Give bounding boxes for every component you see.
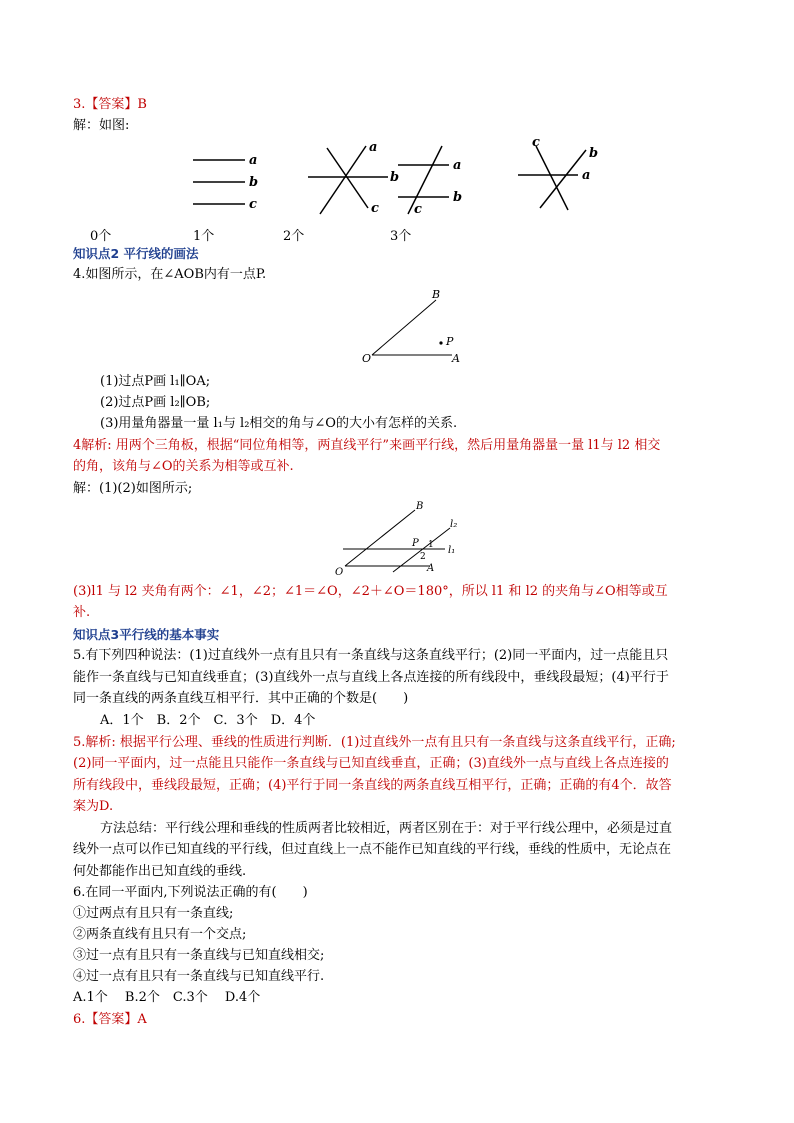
q4-figure-angle [0,285,794,365]
q6-options: A.1个 B.2个 C.3个 D.4个 [73,990,261,1005]
q4-fig2-label-P: P [412,538,419,549]
q4-fig1-label-A: A [452,352,460,365]
q4-fig1-label-P: P [446,335,454,348]
q4-sub3: (3)用量角器量一量 l₁与 l₂相交的角与∠O的大小有怎样的关系. [100,416,458,431]
q3-label-a: a [453,158,462,173]
q4-analysis-line1: 4解析: 用两个三角板，根据“同位角相等，两直线平行”来画平行线，然后用量角器量一量 l1与 l2 相交 [73,438,661,453]
q5-summary-line1: 方法总结：平行线公理和垂线的性质两者比较相近，两者区别在于：对于平行线公理中，必须是过直 [100,821,673,836]
q3-label-c: c [414,202,422,217]
q6-item-2: ②两条直线有且只有一个交点; [73,927,247,942]
section-title-kp3: 知识点3平行线的基本事实 [73,627,220,642]
q3-label-b: b [589,146,599,161]
q4-solution: 解：(1)(2)如图所示; [73,481,193,496]
q4-sub2: (2)过点P画 l₂∥OB; [100,395,211,410]
q4-fig2-label-l2: l₂ [450,519,458,530]
q4-analysis-line2: 的角，该角与∠O的关系为相等或互补. [73,459,294,474]
section-title-kp2: 知识点2 平行线的画法 [73,246,199,261]
q4-fig2-label-l1: l₁ [448,545,456,556]
q4-answer3-line2: 补. [73,605,91,620]
q6-item-3: ③过一点有且只有一条直线与已知直线相交; [73,948,325,963]
q6-answer: 6.【答案】A [73,1012,147,1027]
q5-summary-line2: 线外一点可以作已知直线的平行线，但过直线上一点不能作已知直线的平行线，垂线的性质中，无论点在 [73,842,672,857]
q4-fig2-label-2: 2 [420,552,426,562]
q6-item-1: ①过两点有且只有一条直线; [73,906,234,921]
q4-figure-solution [0,498,794,580]
q5-stem-line2: 能作一条直线与已知直线垂直；(3)直线外一点与直线上各点连接的所有线段中，垂线段最短；(4)平行于 [73,670,669,685]
q5-analysis-line3: 所有线段中，垂线段最短，正确；(4)平行于同一条直线的两条直线互相平行，正确；正确的有4个．故答 [73,778,672,793]
q3-label-b: b [390,170,400,185]
q3-label-c: c [249,197,257,212]
q3-label-a: a [249,153,258,168]
q3-label-c: c [371,201,379,216]
q4-fig1-label-O: O [362,352,372,365]
q3-answer-line: 3.【答案】B [73,97,147,112]
q4-fig2-label-B: B [416,501,424,512]
q4-fig2-label-O: O [335,567,344,578]
q3-solution-intro: 解：如图: [73,118,130,133]
q3-label-a: a [582,168,591,183]
q4-fig2-label-1: 1 [428,540,434,550]
q5-options: A．1个 B．2个 C．3个 D．4个 [100,713,316,728]
q5-summary-line3: 何处都能作出已知直线的垂线. [73,864,247,879]
q4-fig1-label-B: B [432,288,441,301]
q5-analysis-line2: (2)同一平面内，过一点能且只能作一条直线与已知直线垂直，正确；(3)直线外一点与直线上各点连接的 [73,756,669,771]
q3-caption-1: 1个 [193,229,215,244]
q3-caption-2: 2个 [283,229,305,244]
q4-sub1: (1)过点P画 l₁∥OA; [100,374,211,389]
q6-stem: 6.在同一平面内,下列说法正确的有( ) [73,885,308,900]
q6-item-4: ④过一点有且只有一条直线与已知直线平行. [73,969,325,984]
q5-stem-line1: 5.有下列四种说法：(1)过直线外一点有且只有一条直线与这条直线平行；(2)同一平面内，过一点能且只 [73,648,669,663]
q5-stem-line3: 同一条直线的两条直线互相平行．其中正确的个数是( ) [73,691,409,706]
q3-label-c: c [532,135,540,150]
q3-label-b: b [249,175,259,190]
q3-caption-3: 3个 [390,229,412,244]
q3-label-a: a [369,140,378,155]
q3-label-b: b [453,190,463,205]
q4-stem: 4.如图所示，在∠AOB内有一点P. [73,267,267,282]
q3-caption-0: 0个 [90,229,112,244]
q5-analysis-line4: 案为D. [73,799,114,814]
q4-answer3-line1: (3)l1 与 l2 夹角有两个：∠1，∠2；∠1＝∠O，∠2＋∠O＝180°，所以 l1 和 l2 的夹角与∠O相等或互 [73,584,668,599]
q5-analysis-line1: 5.解析: 根据平行公理、垂线的性质进行判断．(1)过直线外一点有且只有一条直线与这条直线平行，正确; [73,735,676,750]
q4-fig2-label-A: A [427,563,435,574]
